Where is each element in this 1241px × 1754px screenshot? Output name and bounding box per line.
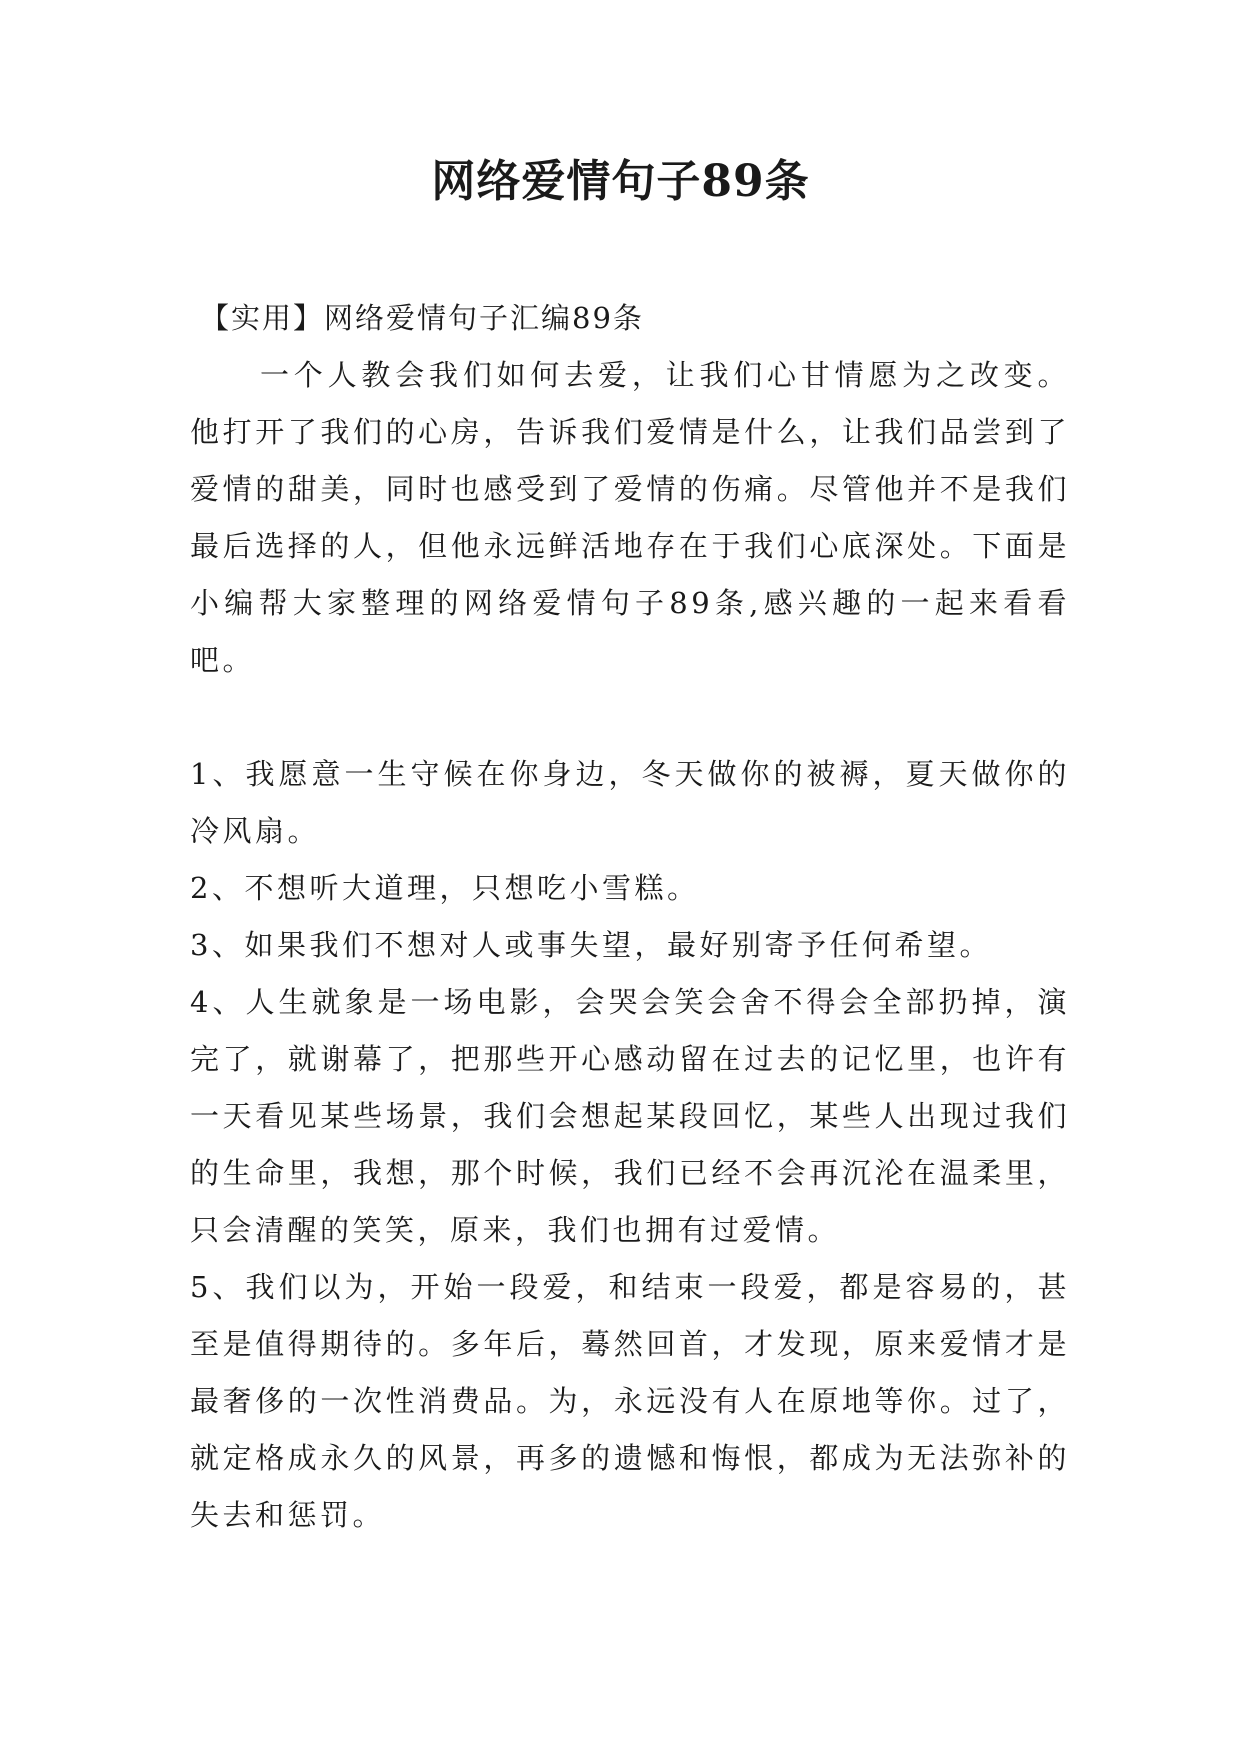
list-item: 2、不想听大道理，只想吃小雪糕。 [190,871,700,905]
paragraph-spacer [190,689,1070,746]
document-body [190,290,1070,1544]
list-item: 4、人生就象是一场电影，会哭会笑会舍不得会全部扔掉，演完了，就谢幕了，把那些开心感动留在过去的记忆里，也许有一天看见某些场景，我们会想起某段回忆，某些人出现过我们的生命里，我想，那个时候，我们已经不会再沉沦在温柔里，只会清醒的笑笑，原来，我们也拥有过爱情。 [190,985,1070,1247]
document-title: 网络爱情句子89条 [431,156,810,207]
list-item: 5、我们以为，开始一段爱，和结束一段爱，都是容易的，甚至是值得期待的。多年后，蓦然回首，才发现，原来爱情才是最奢侈的一次性消费品。为，永远没有人在原地等你。过了，就定格成永久的风景，再多的遗憾和悔恨，都成为无法弥补的失去和惩罚。 [190,1270,1070,1532]
list-item: 3、如果我们不想对人或事失望，最好别寄予任何希望。 [190,928,992,962]
document-subtitle: 【实用】网络爱情句子汇编89条 [200,301,644,335]
list-item: 1、我愿意一生守候在你身边，冬天做你的被褥，夏天做你的冷风扇。 [190,757,1070,848]
intro-paragraph: 一个人教会我们如何去爱，让我们心甘情愿为之改变。他打开了我们的心房，告诉我们爱情是什么，让我们品尝到了爱情的甜美，同时也感受到了爱情的伤痛。尽管他并不是我们最后选择的人，但他永远鲜活地存在于我们心底深处。下面是小编帮大家整理的网络爱情句子89条,感兴趣的一起来看看吧。 [190,358,1070,677]
